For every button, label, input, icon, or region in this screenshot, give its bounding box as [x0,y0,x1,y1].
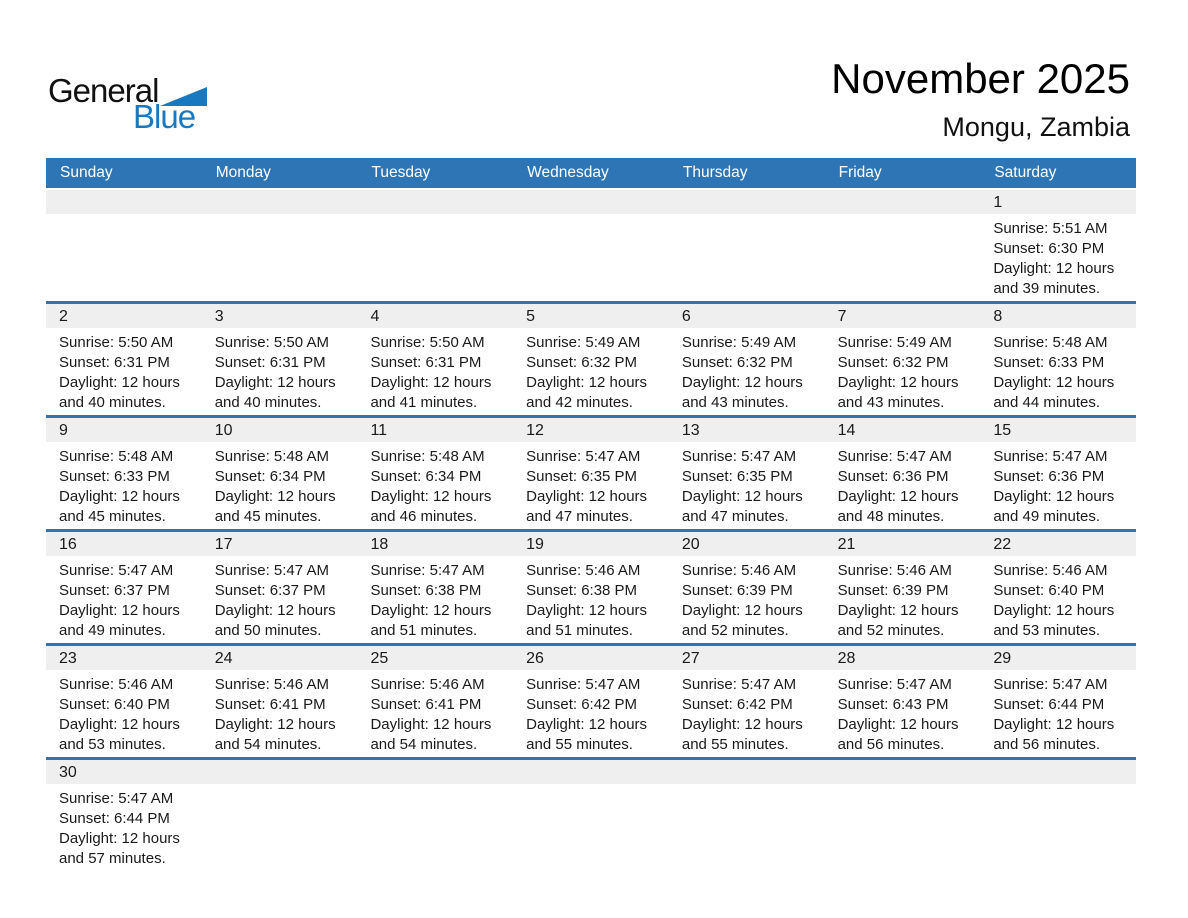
day-number [980,760,1136,784]
logo-text-general: General [48,72,159,109]
sunrise-text: Sunrise: 5:48 AM [993,334,1108,351]
daylight-text-line2: and 48 minutes. [837,508,945,525]
daylight-text-line1: Daylight: 12 hours [993,374,1115,391]
daylight-text-line1: Daylight: 12 hours [214,374,336,391]
daylight-text-line1: Daylight: 12 hours [526,602,648,619]
day-number: 29 [993,650,1012,667]
sunrise-text: Sunrise: 5:47 AM [59,562,174,579]
daylight-text-line1: Daylight: 12 hours [993,488,1115,505]
sunset-text: Sunset: 6:36 PM [993,468,1105,485]
day-cell [980,670,1136,757]
day-cell [980,556,1136,643]
day-number-band [46,418,1136,442]
day-number: 21 [837,536,856,553]
daylight-text-line1: Daylight: 12 hours [370,488,492,505]
sunset-text: Sunset: 6:42 PM [681,696,793,713]
day-number: 20 [681,536,700,553]
daylight-text-line1: Daylight: 12 hours [59,830,180,847]
day-number: 23 [59,650,77,667]
sunrise-text: Sunrise: 5:50 AM [214,334,329,351]
day-cell [669,670,825,757]
day-cell [825,670,981,757]
daylight-text-line2: and 46 minutes. [370,508,478,525]
day-number: 5 [526,308,536,325]
day-cell [513,328,669,415]
daylight-text-line1: Daylight: 12 hours [681,374,803,391]
day-cell [46,784,202,871]
day-number: 15 [993,422,1012,439]
daylight-text-line2: and 43 minutes. [837,394,945,411]
week-row [46,529,1136,643]
sunset-text: Sunset: 6:40 PM [993,582,1105,599]
daylight-text-line2: and 49 minutes. [993,508,1101,525]
day-cell [202,556,358,643]
daylight-text-line1: Daylight: 12 hours [526,488,648,505]
calendar-weeks [46,190,1136,871]
day-number: 28 [837,650,856,667]
sunset-text: Sunset: 6:39 PM [681,582,793,599]
week-row [46,757,1136,871]
daylight-text-line1: Daylight: 12 hours [837,716,959,733]
day-cell [513,442,669,529]
sunset-text: Sunset: 6:34 PM [370,468,482,485]
daylight-text-line1: Daylight: 12 hours [370,374,492,391]
day-cell [825,784,981,871]
day-details-row [46,556,1136,643]
sunrise-text: Sunrise: 5:46 AM [526,562,641,579]
day-cell [357,556,513,643]
daylight-text-line1: Daylight: 12 hours [59,716,180,733]
day-number: 9 [59,422,68,439]
day-cell [669,328,825,415]
daylight-text-line2: and 44 minutes. [993,394,1101,411]
sunrise-text: Sunrise: 5:46 AM [59,676,174,693]
day-number: 27 [681,650,700,667]
sunrise-text: Sunrise: 5:47 AM [837,676,952,693]
sunset-text: Sunset: 6:38 PM [370,582,482,599]
day-cell [980,442,1136,529]
daylight-text-line2: and 50 minutes. [214,622,322,639]
daylight-text-line2: and 47 minutes. [681,508,789,525]
day-number: 8 [993,308,1003,325]
daylight-text-line2: and 52 minutes. [837,622,945,639]
sunset-text: Sunset: 6:33 PM [993,354,1105,371]
day-number: 17 [214,536,233,553]
daylight-text-line2: and 45 minutes. [214,508,322,525]
sunrise-text: Sunrise: 5:47 AM [681,676,797,693]
sunrise-text: Sunrise: 5:47 AM [837,448,952,465]
sunset-text: Sunset: 6:39 PM [837,582,949,599]
sunrise-text: Sunrise: 5:46 AM [370,676,485,693]
sunset-text: Sunset: 6:43 PM [837,696,949,713]
sunset-text: Sunset: 6:31 PM [214,354,326,371]
day-number: 18 [370,536,389,553]
day-cell [669,556,825,643]
sunrise-text: Sunrise: 5:47 AM [681,448,797,465]
day-number: 26 [526,650,544,667]
day-number [357,760,513,784]
sunrise-text: Sunrise: 5:49 AM [681,334,797,351]
day-details-row [46,442,1136,529]
sunset-text: Sunset: 6:32 PM [681,354,793,371]
daylight-text-line2: and 52 minutes. [681,622,789,639]
day-number: 13 [681,422,700,439]
day-number: 11 [370,422,388,439]
daylight-text-line2: and 56 minutes. [993,736,1101,753]
day-cell [46,670,202,757]
sunset-text: Sunset: 6:35 PM [681,468,793,485]
sunset-text: Sunset: 6:30 PM [993,240,1105,257]
sunset-text: Sunset: 6:35 PM [526,468,638,485]
daylight-text-line1: Daylight: 12 hours [370,716,492,733]
day-number [513,190,669,214]
day-number: 6 [681,308,691,325]
sunrise-text: Sunrise: 5:46 AM [837,562,952,579]
day-number [669,190,825,214]
daylight-text-line2: and 47 minutes. [526,508,633,525]
day-cell [980,784,1136,871]
sunset-text: Sunset: 6:34 PM [214,468,326,485]
sunset-text: Sunset: 6:44 PM [993,696,1105,713]
day-number: 7 [837,308,847,325]
day-number: 3 [214,308,224,325]
weekday-header-row [46,158,1136,188]
sunset-text: Sunset: 6:40 PM [59,696,170,713]
day-cell [202,214,358,301]
day-cell [202,670,358,757]
day-number: 14 [837,422,856,439]
daylight-text-line2: and 56 minutes. [837,736,945,753]
sunrise-text: Sunrise: 5:47 AM [526,676,641,693]
daylight-text-line1: Daylight: 12 hours [370,602,492,619]
sunrise-text: Sunrise: 5:46 AM [993,562,1108,579]
daylight-text-line1: Daylight: 12 hours [214,602,336,619]
month-title: November 2025 [831,55,1130,102]
sunrise-text: Sunrise: 5:46 AM [214,676,329,693]
day-number [202,190,358,214]
daylight-text-line1: Daylight: 12 hours [59,602,180,619]
day-cell [202,442,358,529]
sunset-text: Sunset: 6:32 PM [526,354,638,371]
day-cell [825,328,981,415]
weekday-header-monday: Monday [215,164,271,181]
day-number [357,190,513,214]
sunrise-text: Sunrise: 5:47 AM [59,790,174,807]
sunset-text: Sunset: 6:42 PM [526,696,638,713]
day-cell [669,214,825,301]
day-number-band [46,646,1136,670]
day-number: 24 [214,650,233,667]
day-number-band [46,304,1136,328]
day-details-row [46,214,1136,301]
sunrise-text: Sunrise: 5:51 AM [993,220,1108,237]
day-number [669,760,825,784]
weekday-header-wednesday: Wednesday [527,164,609,181]
day-number: 4 [370,308,380,325]
day-number: 22 [993,536,1012,553]
day-number: 16 [59,536,77,553]
daylight-text-line2: and 51 minutes. [526,622,633,639]
day-number [513,760,669,784]
daylight-text-line2: and 57 minutes. [59,850,166,867]
daylight-text-line1: Daylight: 12 hours [526,716,648,733]
day-cell [513,214,669,301]
day-details-row [46,328,1136,415]
daylight-text-line2: and 54 minutes. [214,736,322,753]
sunrise-text: Sunrise: 5:47 AM [370,562,485,579]
sunrise-text: Sunrise: 5:47 AM [526,448,641,465]
weekday-header-saturday: Saturday [994,164,1057,181]
sunrise-text: Sunrise: 5:47 AM [993,676,1108,693]
general-blue-logo [48,74,207,133]
sunset-text: Sunset: 6:36 PM [837,468,949,485]
daylight-text-line2: and 39 minutes. [993,280,1101,297]
day-cell [513,556,669,643]
day-cell [669,442,825,529]
daylight-text-line2: and 51 minutes. [370,622,478,639]
daylight-text-line2: and 43 minutes. [681,394,789,411]
day-number: 10 [214,422,233,439]
sunrise-text: Sunrise: 5:48 AM [370,448,485,465]
location-subtitle: Mongu, Zambia [942,112,1130,143]
day-cell [202,784,358,871]
day-cell [46,214,202,301]
day-number: 30 [59,764,77,781]
daylight-text-line1: Daylight: 12 hours [993,602,1115,619]
calendar-table [46,158,1136,871]
day-cell [357,784,513,871]
day-details-row [46,784,1136,871]
day-cell [825,214,981,301]
day-cell [46,328,202,415]
sunrise-text: Sunrise: 5:47 AM [993,448,1108,465]
day-number: 12 [526,422,544,439]
day-number-band [46,190,1136,214]
day-cell [513,784,669,871]
day-number: 2 [59,308,68,325]
daylight-text-line1: Daylight: 12 hours [214,488,336,505]
week-row [46,190,1136,301]
daylight-text-line2: and 55 minutes. [526,736,633,753]
daylight-text-line1: Daylight: 12 hours [526,374,648,391]
day-cell [513,670,669,757]
daylight-text-line2: and 54 minutes. [370,736,478,753]
sunrise-text: Sunrise: 5:49 AM [526,334,641,351]
day-cell [825,442,981,529]
daylight-text-line2: and 45 minutes. [59,508,166,525]
day-cell [980,328,1136,415]
daylight-text-line2: and 40 minutes. [214,394,322,411]
weekday-header-thursday: Thursday [682,164,748,181]
daylight-text-line1: Daylight: 12 hours [59,374,180,391]
sunset-text: Sunset: 6:38 PM [526,582,638,599]
sunrise-text: Sunrise: 5:48 AM [214,448,329,465]
day-number [825,190,981,214]
week-row [46,301,1136,415]
logo-text-blue: Blue [133,98,196,135]
day-number: 25 [370,650,389,667]
daylight-text-line1: Daylight: 12 hours [993,260,1115,277]
daylight-text-line1: Daylight: 12 hours [681,488,803,505]
daylight-text-line2: and 53 minutes. [59,736,166,753]
sunrise-text: Sunrise: 5:50 AM [370,334,485,351]
daylight-text-line1: Daylight: 12 hours [214,716,336,733]
day-number [825,760,981,784]
daylight-text-line1: Daylight: 12 hours [837,488,959,505]
day-number: 1 [993,194,1003,211]
week-row [46,415,1136,529]
sunrise-text: Sunrise: 5:50 AM [59,334,174,351]
day-cell [669,784,825,871]
sunset-text: Sunset: 6:31 PM [370,354,482,371]
day-cell [980,214,1136,301]
daylight-text-line2: and 41 minutes. [370,394,478,411]
weekday-header-sunday: Sunday [60,164,113,181]
sunrise-text: Sunrise: 5:49 AM [837,334,952,351]
title-block [831,56,1130,143]
sunset-text: Sunset: 6:41 PM [370,696,482,713]
day-number-band [46,532,1136,556]
sunset-text: Sunset: 6:37 PM [214,582,326,599]
sunset-text: Sunset: 6:31 PM [59,354,170,371]
sunrise-text: Sunrise: 5:48 AM [59,448,174,465]
day-number-band [46,760,1136,784]
day-cell [202,328,358,415]
day-number: 19 [526,536,544,553]
weekday-header-tuesday: Tuesday [371,164,431,181]
sunset-text: Sunset: 6:41 PM [214,696,326,713]
daylight-text-line1: Daylight: 12 hours [681,602,803,619]
sunset-text: Sunset: 6:32 PM [837,354,949,371]
sunrise-text: Sunrise: 5:47 AM [214,562,329,579]
daylight-text-line1: Daylight: 12 hours [993,716,1115,733]
day-cell [825,556,981,643]
daylight-text-line2: and 40 minutes. [59,394,166,411]
daylight-text-line2: and 53 minutes. [993,622,1101,639]
sunset-text: Sunset: 6:33 PM [59,468,170,485]
week-row [46,643,1136,757]
day-cell [357,442,513,529]
daylight-text-line2: and 55 minutes. [681,736,789,753]
daylight-text-line2: and 42 minutes. [526,394,633,411]
day-cell [357,670,513,757]
day-cell [357,214,513,301]
daylight-text-line2: and 49 minutes. [59,622,166,639]
sunset-text: Sunset: 6:37 PM [59,582,170,599]
sunrise-text: Sunrise: 5:46 AM [681,562,797,579]
day-details-row [46,670,1136,757]
day-number [46,190,202,214]
day-cell [357,328,513,415]
weekday-header-friday: Friday [838,164,882,181]
day-cell [46,442,202,529]
daylight-text-line1: Daylight: 12 hours [681,716,803,733]
daylight-text-line1: Daylight: 12 hours [837,602,959,619]
day-number [202,760,358,784]
calendar-header [0,0,1188,158]
daylight-text-line1: Daylight: 12 hours [59,488,180,505]
sunset-text: Sunset: 6:44 PM [59,810,170,827]
daylight-text-line1: Daylight: 12 hours [837,374,959,391]
day-cell [46,556,202,643]
